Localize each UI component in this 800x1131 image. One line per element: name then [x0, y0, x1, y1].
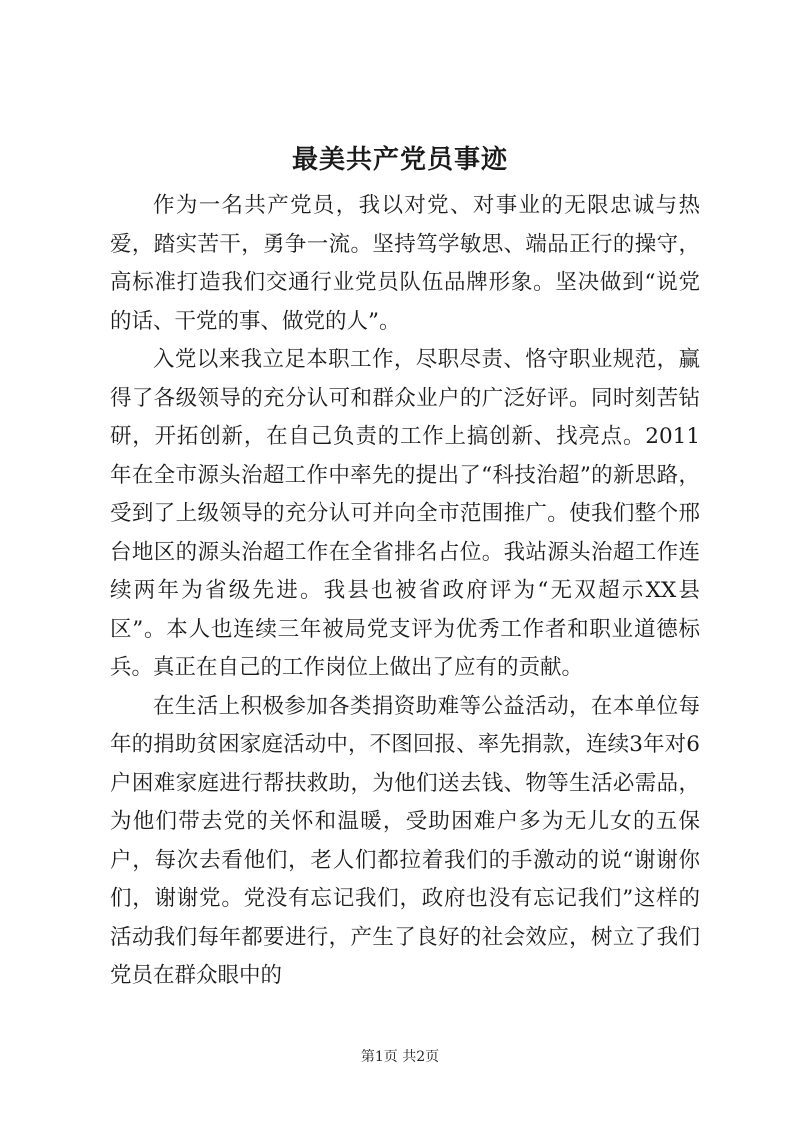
paragraph-3: 在生活上积极参加各类捐资助难等公益活动，在本单位每年的捐助贫困家庭活动中，不图回报、率先捐款，连续3年对6户困难家庭进行帮扶救助，为他们送去钱、物等生活必需品，为他们带去党的关怀和温暖，受助困难户多为无儿女的五保户，每次去看他们，老人们都拉着我们的手激动的说“谢谢你们，谢谢党。党没有忘记我们，政府也没有忘记我们”这样的活动我们每年都要进行，产生了良好的社会效应，树立了我们党员在群众眼中的	[110, 693, 700, 988]
document-title: 最美共产党员事迹	[291, 145, 508, 175]
paragraph-2: 入党以来我立足本职工作，尽职尽责、恪守职业规范，赢得了各级领导的充分认可和群众业户的广泛好评。同时刻苦钻研，开拓创新，在自己负责的工作上搞创新、找亮点。2011年在全市源头治超工作中率先的提出了“科技治超”的新思路，受到了上级领导的充分认可并向全市范围推广。使我们整个邢台地区的源头治超工作在全省排名占位。我站源头治超工作连续两年为省级先进。我县也被省政府评为“无双超示XX县区”。本人也连续三年被局党支评为优秀工作者和职业道德标兵。真正在自己的工作岗位上做出了应有的贡献。	[110, 347, 700, 680]
document-body	[110, 187, 700, 996]
page-number-footer: 第1页 共2页	[360, 1049, 440, 1065]
paragraph-1: 作为一名共产党员，我以对党、对事业的无限忠诚与热爱，踏实苦干，勇争一流。坚持笃学敏思、端品正行的操守，高标准打造我们交通行业党员队伍品牌形象。坚决做到“说党的话、干党的事、做党的人”。	[110, 193, 700, 334]
